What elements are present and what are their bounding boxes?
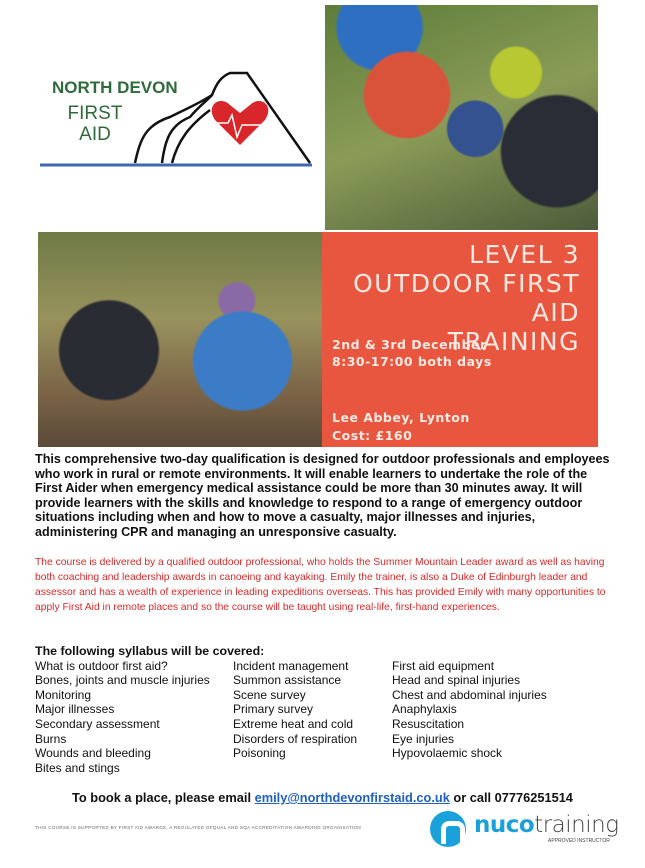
syllabus-item: Primary survey [233,702,314,717]
intro-paragraph: This comprehensive two-day qualification is designed for outdoor professionals and employees who work in rural or remote environments. It will enable learners to undertake the role of the First Aider when emergency medical assistance could be more than 30 minutes away. It will provide learners with the skills and knowledge to respond to a range of emergency outdoor situations including when and how to move a casualty, major illnesses and injuries, administering CPR and managing an unresponsive casualty. [35,452,610,539]
syllabus-item: Head and spinal injuries [392,673,521,688]
syllabus-item: Incident management [233,658,349,673]
title-line: OUTDOOR FIRST AID [353,269,580,327]
syllabus-heading: The following syllabus will be covered: [35,644,265,658]
syllabus-item: Eye injuries [392,731,455,746]
approved-instructor: APPROVED INSTRUCTOR [548,838,610,844]
logo-text-first: FIRST [67,103,123,124]
syllabus-column [35,659,233,776]
syllabus-item: Monitoring [35,687,92,702]
syllabus-item: First aid equipment [392,658,495,673]
syllabus-item: Hypovolaemic shock [392,746,503,761]
syllabus-column [233,659,392,776]
nuco-n-icon [430,811,466,847]
syllabus-item: Poisoning [233,746,286,761]
syllabus-item: Major illnesses [35,702,115,717]
syllabus-item: Summon assistance [233,673,342,688]
times: 8:30-17:00 both days [332,354,492,369]
title-line: LEVEL 3 [469,240,580,269]
nuco-training-logo [430,811,619,849]
training-text: training [534,812,619,838]
syllabus-item: Bones, joints and muscle injuries [35,673,210,688]
nuco-wordmark [474,812,619,838]
email-link[interactable]: emily@northdevonfirstaid.co.uk [254,790,450,805]
syllabus-item: Chest and abdominal injuries [392,687,547,702]
title-line: TRAINING [447,327,580,356]
syllabus-item: Bites and stings [35,760,120,775]
syllabus-item: Wounds and bleeding [35,746,151,761]
photo-stretcher-rescue [325,5,598,230]
nuco-text: nuco [474,812,535,838]
syllabus-item: Anaphylaxis [392,702,457,717]
course-dates [332,336,492,370]
syllabus-item: Disorders of respiration [233,731,358,746]
booking-prefix: To book a place, please email [72,790,255,805]
logo-text-north-devon: NORTH DEVON [52,78,178,97]
syllabus-column [392,659,547,776]
syllabus-item: Extreme heat and cold [233,716,354,731]
logo-text-first-aid [60,103,130,145]
venue: Lee Abbey, Lynton [332,410,470,425]
syllabus-columns [35,659,615,776]
photo-casualty-care [38,232,322,447]
dates: 2nd & 3rd December [332,337,487,352]
trainer-paragraph: The course is delivered by a qualified outdoor professional, who holds the Summer Mountain Leader award as well as having both coaching and leadership awards in canoeing and kayaking. Emily the trainer, is also a Duke of Edinburgh leader and assessor and has a wealth of experience in leading expeditions overseas. This has provided Emily with many opportunities to apply First Aid in remote places and so the course will be taught using real-life, first-hand experiences. [35,557,606,613]
logo-text-aid: AID [79,124,111,145]
course-info-panel [322,232,598,447]
syllabus-item: Burns [35,731,67,746]
course-venue [332,409,470,445]
cost: Cost: £160 [332,428,413,443]
syllabus-item: Resuscitation [392,716,465,731]
booking-line [0,790,645,805]
syllabus-item: What is outdoor first aid? [35,658,168,673]
syllabus-item: Scene survey [233,687,306,702]
footer-note: THIS COURSE IS SUPPORTED BY FIRST AID AWARDS, A REGULATED OFQUAL AND SQA ACCREDITATION AWARDING ORGANISATION [35,825,362,830]
syllabus-item: Secondary assessment [35,716,160,731]
booking-phone: or call 07776251514 [449,790,573,805]
north-devon-first-aid-logo [40,45,320,175]
syllabus [35,644,615,775]
